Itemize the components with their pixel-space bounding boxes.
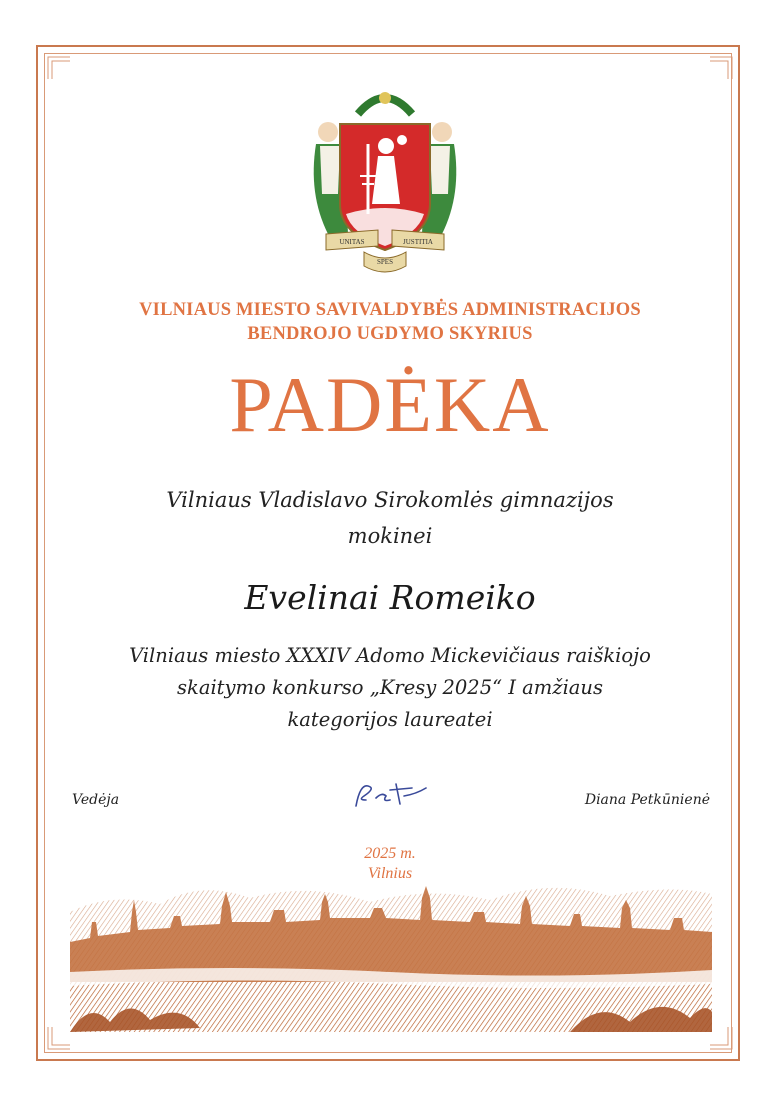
signatory-position: Vedėja [72,792,120,808]
organization-line-1: VILNIAUS MIESTO SAVIVALDYBĖS ADMINISTRACIJOS [139,300,641,320]
motto-bottom: SPES [377,258,393,266]
corner-ornament-top-right [708,55,734,81]
corner-ornament-top-left [46,55,72,81]
document-title: PADĖKA [229,361,551,448]
description-line-3: kategorijos laureatei [287,708,493,731]
recipient-name: Evelinai Romeiko [244,578,536,617]
vilnius-panorama-engraving [70,872,712,1032]
handwritten-signature [346,776,432,814]
issue-year: 2025 m. [364,845,416,862]
motto-right: JUSTITIA [403,238,433,246]
corner-ornament-bottom-left [46,1025,72,1051]
vilnius-coat-of-arms-icon [298,84,472,280]
organization-line-2: BENDROJO UGDYMO SKYRIUS [247,324,533,344]
description-line-2: skaitymo konkurso „Kresy 2025“ I amžiaus [177,676,603,699]
signatory-name: Diana Petkūnienė [584,792,710,808]
recipient-role: mokinei [347,524,433,548]
description-line-1: Vilniaus miesto XXXIV Adomo Mickevičiaus raiškiojo [129,644,651,667]
recipient-school: Vilniaus Vladislavo Sirokomlės gimnazijos [166,488,614,512]
motto-left: UNITAS [339,238,365,246]
issue-city: Vilnius [367,865,413,882]
